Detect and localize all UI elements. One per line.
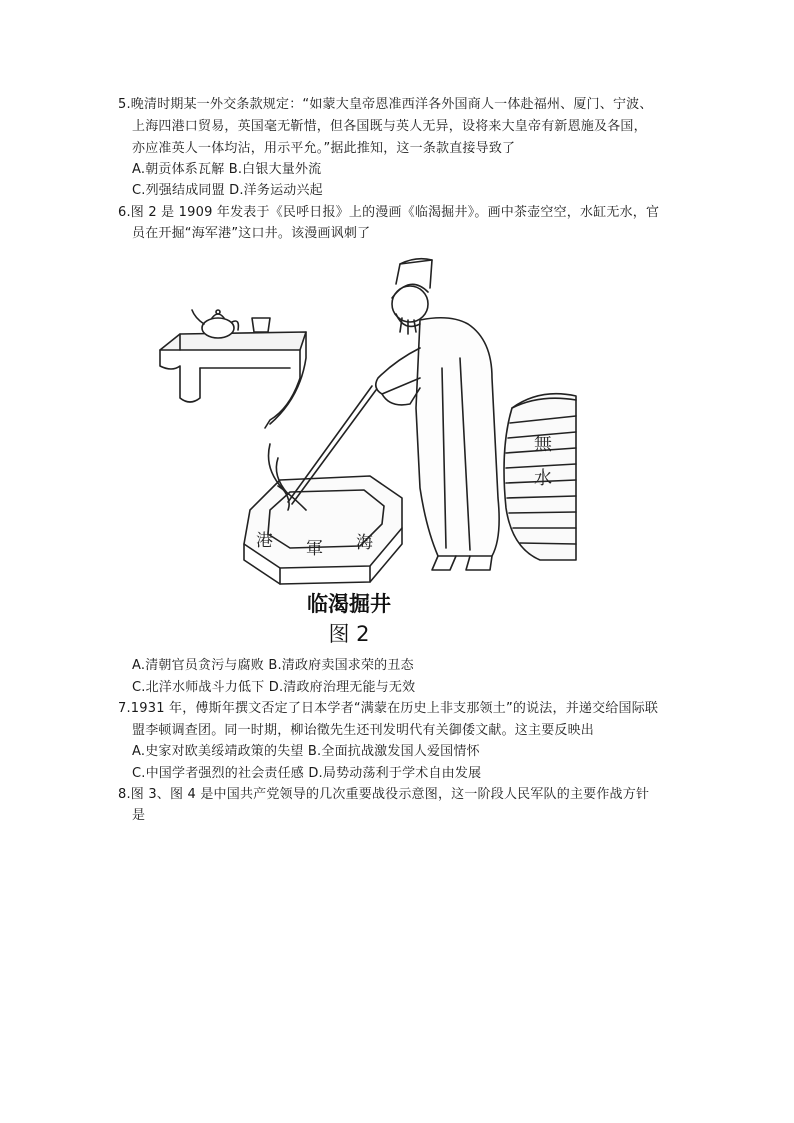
jar-character-1: 無: [534, 434, 552, 455]
well-character-2: 軍: [306, 539, 323, 559]
figure-title: 临渴掘井: [307, 592, 391, 616]
question-6-option-cd: C.北洋水师战斗力低下 D.清政府治理无能与无效: [132, 680, 416, 695]
question-5-line-3: 亦应准英人一体均沾，用示平允。”据此推知，这一条款直接导致了: [132, 141, 516, 156]
question-7-option-cd: C.中国学者强烈的社会责任感 D.局势动荡利于学术自由发展: [132, 766, 482, 781]
question-6-line-1: 6.图 2 是 1909 年发表于《民呼日报》上的漫画《临渴掘井》。画中茶壶空空，水缸无水，官: [118, 205, 660, 220]
question-5-option-cd: C.列强结成同盟 D.洋务运动兴起: [132, 183, 323, 198]
well-character-3: 海: [356, 533, 373, 553]
question-5-line-2: 上海四港口贸易，英国毫无靳惜，但各国既与英人无异，设将来大皇帝有新恩施及各国，: [132, 119, 647, 134]
well-character-1: 港: [256, 531, 273, 551]
jar-character-2: 水: [534, 468, 552, 489]
figure-label: 图 2: [328, 622, 370, 646]
question-8-line-2: 是: [132, 808, 146, 823]
question-5-option-ab: A.朝贡体系瓦解 B.白银大量外流: [132, 162, 322, 177]
question-7-option-ab: A.史家对欧美绥靖政策的失望 B.全面抗战激发国人爱国情怀: [132, 744, 480, 759]
question-6-line-2: 员在开掘“海军港”这口井。该漫画讽刺了: [132, 226, 371, 241]
question-6-option-ab: A.清朝官员贪污与腐败 B.清政府卖国求荣的丑态: [132, 658, 414, 673]
question-7-line-1: 7.1931 年，傅斯年撰文否定了日本学者“满蒙在历史上非支那领土”的说法，并递交给国际联: [118, 701, 659, 716]
cartoon-figure: [120, 248, 578, 648]
cartoon-drawing: [120, 248, 578, 588]
question-5-line-1: 5.晚清时期某一外交条款规定：“如蒙大皇帝恩准西洋各外国商人一体赴福州、厦门、宁波、: [118, 97, 653, 112]
question-7-line-2: 盟李顿调查团。同一时期，柳诒徵先生还刊发明代有关御倭文献。这主要反映出: [132, 723, 595, 738]
question-8-line-1: 8.图 3、图 4 是中国共产党领导的几次重要战役示意图，这一阶段人民军队的主要作战方针: [118, 787, 650, 802]
